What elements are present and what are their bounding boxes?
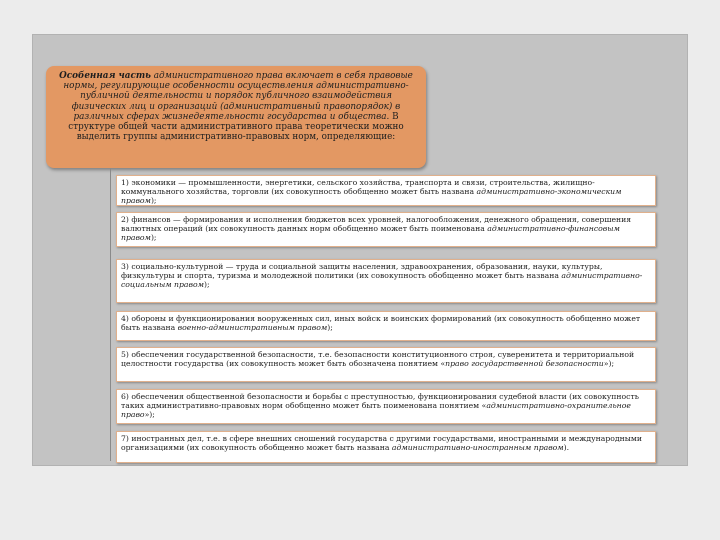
item-text: 6) обеспечения общественной безопасности и борьбы с преступностью, функционирования судебной власти (их совокупность таких административно-правовых норм обобщенно может быть поименована понятием « [121,392,639,411]
item-term: административно-социальным правом [121,271,643,290]
item-text: 2) финансов — формирования и исполнения бюджетов всех уровней, налогообложения, денежного обращения, совершения валютных операций (их совокупность данных норм обобщенно может быть поименована [121,215,632,234]
item-term: административно-охранительное право [121,401,631,420]
header-text-1: административного права включает в себя правовые нормы, регулирующие особенности осуществления [63,71,413,92]
item-tail: »); [603,359,615,369]
item-term: административно-финансовым правом [121,224,620,243]
item-text: 1) экономики — промышленности, энергетики, сельского хозяйства, транспорта и связи, строительства, жилищно-коммунального хозяйства, торговли (их совокупность обобщенно может быть названа [121,178,595,197]
item-text: 3) социально-культурной — труда и социальной защиты населения, здравоохранения, образования, науки, культуры, физкультуры и спорта, туризма и молодежной политики (их совокупность обобщенно может быть названа [121,262,603,281]
item-term: право государственной безопасности [445,359,604,369]
list-item-5 [116,347,656,382]
item-term: административно-экономическим правом [121,187,622,206]
list-item-3 [116,259,656,303]
header-box [46,66,426,168]
list-item-7 [116,431,656,463]
item-text: 7) иностранных дел, т.е. в сфере внешних сношений государства с другими государствами, иностранными и международными организациями (их совокупность обобщенно может быть названа [121,434,642,453]
item-text: 4) обороны и функционирования вооруженных сил, иных войск и воинских формирований (их совокупность обобщенно может быть названа [121,314,641,333]
list-item-1 [116,175,656,206]
item-tail: »); [144,410,155,420]
header-text-3: В структуре общей части административного права теоретически можно выделить группы административно-правовых норм, определяющие: [68,111,404,143]
item-text: 5) обеспечения государственной безопасности, т.е. безопасности конституционного строя, суверенитета и территориальной целостности государства (их совокупность может быть обозначена понятием « [121,350,635,369]
connector-line [110,168,111,461]
item-tail: ); [150,196,157,206]
item-tail: ); [150,233,157,243]
item-tail: ). [563,443,570,453]
list-item-4 [116,311,656,341]
list-item-2 [116,212,656,247]
item-tail: ); [204,280,210,290]
header-text-2: административно-публичной деятельности и порядок публичного взаимодействия физических лиц и организаций (административный правопорядок) в различных сферах жизнедеятельности государства и общества. [71,81,409,122]
item-tail: ); [327,323,333,333]
item-term: военно-административным правом [177,323,328,333]
header-highlight: Особенная часть [59,71,151,81]
list-item-6 [116,389,656,424]
item-term: административно-иностранным правом [391,443,564,453]
